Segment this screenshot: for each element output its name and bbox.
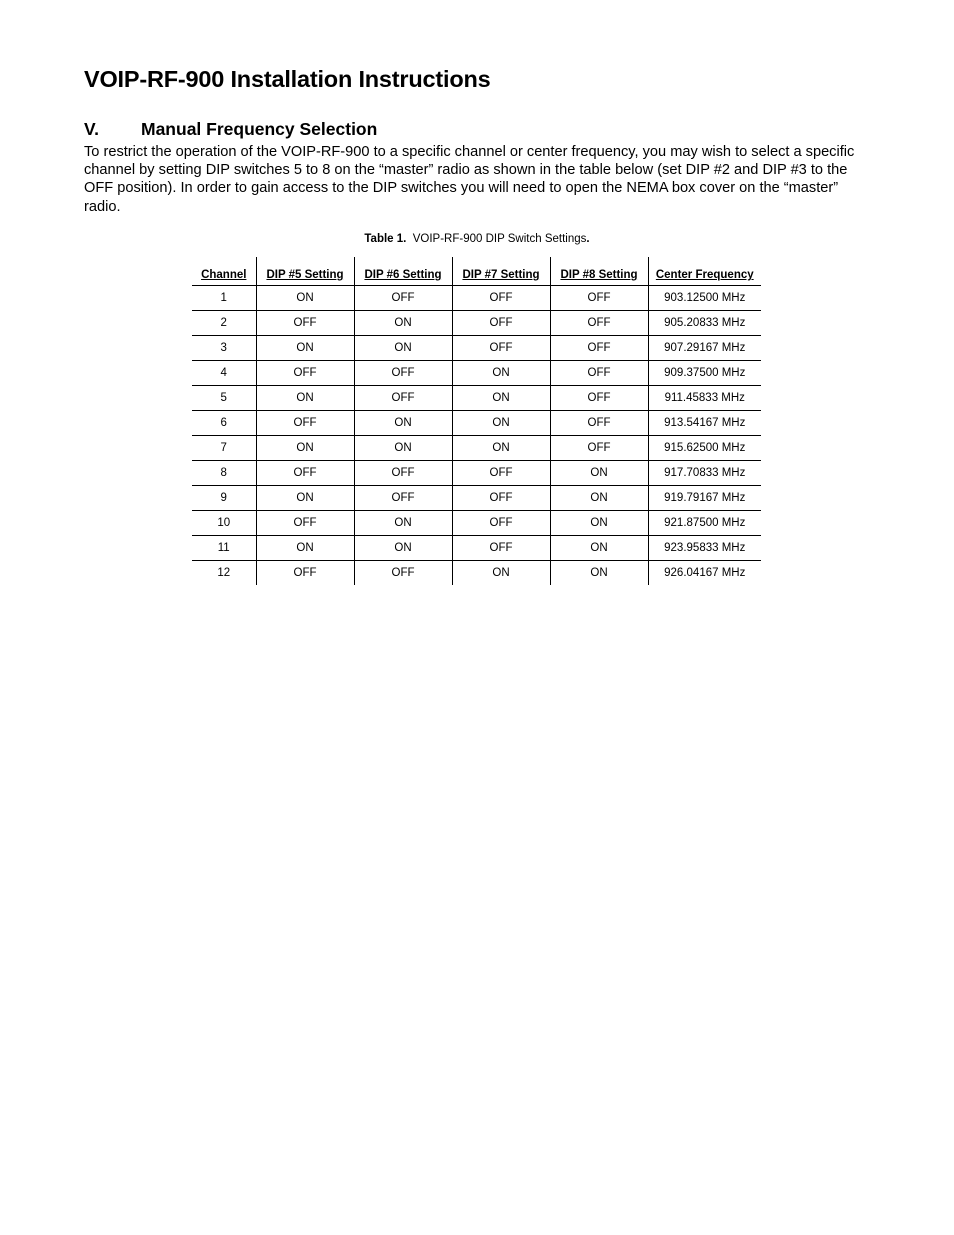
cell-channel: 9 [192,486,256,511]
cell-dip7: OFF [452,286,550,311]
cell-center-frequency: 913.54167 MHz [648,411,761,436]
cell-dip8: ON [550,486,648,511]
cell-dip6: ON [354,411,452,436]
cell-dip7: OFF [452,336,550,361]
cell-dip5: OFF [256,461,354,486]
cell-dip8: ON [550,461,648,486]
cell-dip6: OFF [354,486,452,511]
cell-channel: 11 [192,536,256,561]
cell-center-frequency: 926.04167 MHz [648,561,761,586]
header-channel: Channel [192,257,256,286]
cell-channel: 8 [192,461,256,486]
table-row [192,436,761,461]
table-caption-text: VOIP-RF-900 DIP Switch Settings [412,233,587,245]
cell-dip6: OFF [354,561,452,586]
cell-channel: 6 [192,411,256,436]
cell-dip5: OFF [256,311,354,336]
cell-dip7: ON [452,386,550,411]
cell-dip6: ON [354,511,452,536]
cell-dip5: OFF [256,561,354,586]
section-heading-text: Manual Frequency Selection [141,119,378,139]
cell-center-frequency: 915.62500 MHz [648,436,761,461]
cell-dip6: OFF [354,461,452,486]
cell-channel: 1 [192,286,256,311]
header-dip5: DIP #5 Setting [256,257,354,286]
cell-center-frequency: 907.29167 MHz [648,336,761,361]
cell-dip6: OFF [354,361,452,386]
cell-dip5: ON [256,536,354,561]
cell-channel: 12 [217,567,231,579]
table-row [192,511,761,536]
cell-dip6: ON [354,311,452,336]
cell-dip8: OFF [550,286,648,311]
cell-dip8: OFF [550,336,648,361]
cell-dip7: OFF [452,536,550,561]
page-title: VOIP-RF-900 Installation Instructions [84,66,491,92]
cell-dip5: ON [256,486,354,511]
cell-dip8: ON [550,561,648,586]
header-center-frequency: Center Frequency [648,257,761,286]
cell-dip8: OFF [550,361,648,386]
cell-dip6: ON [354,336,452,361]
header-dip7: DIP #7 Setting [452,257,550,286]
cell-center-frequency: 919.79167 MHz [648,486,761,511]
cell-dip8: OFF [550,411,648,436]
cell-dip5: ON [256,286,354,311]
cell-dip7: ON [452,411,550,436]
table-body [192,286,761,586]
cell-dip7: OFF [452,461,550,486]
table-row [192,411,761,436]
cell-dip7: ON [452,436,550,461]
cell-dip8: OFF [550,436,648,461]
cell-dip8: ON [550,511,648,536]
cell-center-frequency: 917.70833 MHz [648,461,761,486]
table-row [192,336,761,361]
table-row [192,311,761,336]
cell-dip5: OFF [256,411,354,436]
table-row [192,361,761,386]
cell-dip5: ON [256,386,354,411]
table-row [192,561,761,586]
section-body-paragraph: To restrict the operation of the VOIP-RF-900 to a specific channel or center frequency, you may wish to select a specific channel by setting DIP switches 5 to 8 on the “master” radio as shown in the table below (set DIP #2 and DIP #3 to the OFF position). In order to gain access to the DIP switches you will need to open the NEMA box cover on the “master” radio. [84,144,855,215]
cell-dip7: OFF [452,511,550,536]
table-caption [0,233,954,245]
cell-channel: 7 [192,436,256,461]
cell-dip5: OFF [256,361,354,386]
cell-center-frequency: 923.95833 MHz [648,536,761,561]
cell-center-frequency: 911.45833 MHz [648,386,761,411]
dip-switch-table [192,257,761,585]
cell-dip6: ON [354,436,452,461]
table-caption-label: Table 1. [364,233,407,245]
table-row [192,386,761,411]
cell-channel: 5 [192,386,256,411]
table-row [192,461,761,486]
table-header-row [192,257,761,286]
section-number: V. [84,119,99,139]
cell-channel: 2 [192,311,256,336]
table-caption-end: . [586,233,590,245]
cell-dip7: ON [452,561,550,586]
cell-dip6: OFF [354,386,452,411]
header-dip8: DIP #8 Setting [550,257,648,286]
table-row [192,286,761,311]
cell-center-frequency: 921.87500 MHz [648,511,761,536]
cell-dip8: ON [550,536,648,561]
cell-channel: 10 [192,511,256,536]
cell-dip8: OFF [550,311,648,336]
cell-center-frequency: 903.12500 MHz [648,286,761,311]
cell-dip6: OFF [354,286,452,311]
cell-center-frequency: 905.20833 MHz [648,311,761,336]
cell-dip7: OFF [452,486,550,511]
cell-dip6: ON [354,536,452,561]
section-heading [84,119,377,140]
table-row [192,536,761,561]
cell-dip8: OFF [550,386,648,411]
cell-dip5: ON [256,336,354,361]
cell-dip5: ON [256,436,354,461]
cell-dip7: ON [452,361,550,386]
cell-dip5: OFF [256,511,354,536]
cell-center-frequency: 909.37500 MHz [648,361,761,386]
table-row [192,486,761,511]
cell-channel: 3 [192,336,256,361]
header-dip6: DIP #6 Setting [354,257,452,286]
cell-dip7: OFF [452,311,550,336]
cell-channel: 4 [192,361,256,386]
